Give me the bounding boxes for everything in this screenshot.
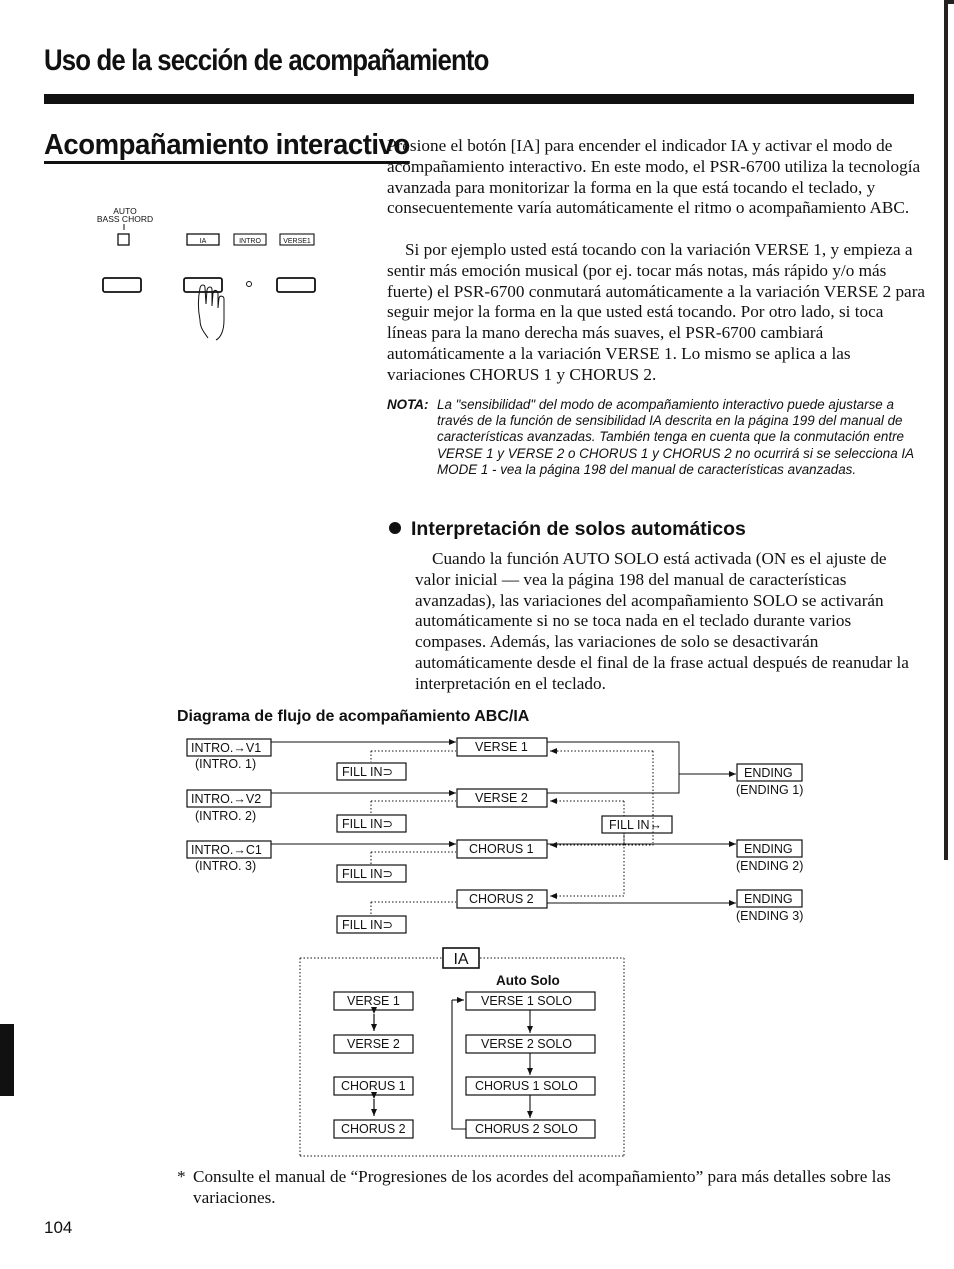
thumb-index-tab bbox=[0, 1024, 14, 1096]
note-label: NOTA: bbox=[387, 397, 429, 412]
auto-bass-chord-indicator bbox=[118, 234, 129, 245]
ia-verse2-label: VERSE 2 bbox=[347, 1037, 400, 1051]
verse1-label: VERSE 1 bbox=[475, 740, 528, 754]
subheading-text: Interpretación de solos automáticos bbox=[411, 518, 746, 540]
intro3-caption: (INTRO. 3) bbox=[195, 859, 257, 873]
page-header: Uso de la sección de acompañamiento bbox=[44, 44, 489, 77]
auto-label: AUTO bbox=[113, 206, 137, 216]
flowchart-title: Diagrama de flujo de acompañamiento ABC/IA bbox=[177, 708, 530, 725]
page-edge-mark bbox=[944, 0, 948, 860]
paragraph-intro: Presione el botón [IA] para encender el indicador IA y activar el modo de acompañamiento interactivo. En este modo, el PSR-6700 utiliza la tecnología avanzada para monitorizar la forma en la que está tocando el teclado, y consecuentemente varía automáticamente el ritmo o acompañamiento ABC. bbox=[387, 136, 921, 218]
verse2-label: VERSE 2 bbox=[475, 791, 528, 805]
pressing-finger-icon bbox=[199, 285, 225, 340]
ending1-caption: (ENDING 1) bbox=[736, 783, 804, 797]
footnote-star: * bbox=[177, 1167, 186, 1186]
footnote bbox=[177, 1166, 917, 1208]
fill-in-2-label: FILL IN⊃ bbox=[342, 817, 393, 831]
section-title: Acompañamiento interactivo bbox=[44, 130, 410, 164]
flowchart bbox=[170, 730, 830, 1162]
fill-in-ia-label: FILL IN↔ bbox=[609, 818, 663, 832]
ending-1-label: ENDING bbox=[744, 766, 793, 780]
subheading-auto-solo bbox=[389, 518, 746, 541]
chorus1-solo-label: CHORUS 1 SOLO bbox=[475, 1079, 578, 1093]
paragraph-auto-solo: Cuando la función AUTO SOLO está activada (ON es el ajuste de valor inicial — vea la página 198 del manual de características avanzadas), las variaciones del acompañamiento SOLO se activarán automáticamente si no se toca nada en el teclado durante varios compases. Además, las variaciones de solo se desactivarán automáticamente desde el final de la frase actual después de reanudar la interpretación en el teclado. bbox=[415, 549, 909, 693]
ia-indicator-label: IA bbox=[199, 238, 207, 245]
intro-indicator-label: INTRO bbox=[239, 238, 261, 245]
auto-bass-chord-button bbox=[103, 278, 141, 292]
bass-chord-label: BASS CHORD bbox=[96, 214, 154, 224]
ia-chorus2-label: CHORUS 2 bbox=[341, 1122, 406, 1136]
ending3-caption: (ENDING 3) bbox=[736, 909, 804, 923]
ending-2-label: ENDING bbox=[744, 842, 793, 856]
ia-verse1-label: VERSE 1 bbox=[347, 994, 400, 1008]
verse-button bbox=[277, 278, 315, 292]
control-panel-illustration bbox=[80, 200, 340, 370]
chorus2-solo-label: CHORUS 2 SOLO bbox=[475, 1122, 578, 1136]
header-rule bbox=[44, 94, 914, 104]
ending2-caption: (ENDING 2) bbox=[736, 859, 804, 873]
verse2-solo-label: VERSE 2 SOLO bbox=[481, 1037, 573, 1051]
auto-solo-label: Auto Solo bbox=[496, 973, 560, 988]
footnote-text: Consulte el manual de “Progresiones de los acordes del acompañamiento” para más detalles sobre las variaciones. bbox=[193, 1167, 891, 1207]
fill-in-3-label: FILL IN⊃ bbox=[342, 867, 393, 881]
chorus2-label: CHORUS 2 bbox=[469, 892, 534, 906]
separator-dot bbox=[247, 282, 252, 287]
fill-in-4-label: FILL IN⊃ bbox=[342, 918, 393, 932]
intro2-caption: (INTRO. 2) bbox=[195, 809, 257, 823]
ending-3-label: ENDING bbox=[744, 892, 793, 906]
page-number: 104 bbox=[44, 1218, 73, 1237]
note-block bbox=[387, 397, 927, 478]
verse1-solo-label: VERSE 1 SOLO bbox=[481, 994, 573, 1008]
bullet-icon bbox=[389, 522, 401, 534]
intro1-caption: (INTRO. 1) bbox=[195, 757, 257, 771]
note-text: La "sensibilidad" del modo de acompañamiento interactivo puede ajustarse a través de la función de sensibilidad IA descrita en la página 199 del manual de características avanzadas. También tenga en cuenta que la conmutación entre VERSE 1 y VERSE 2 o CHORUS 1 y CHORUS 2 no ocurrirá si se selecciona IA MODE 1 - vea la página 198 del manual de características avanzadas. bbox=[437, 397, 914, 477]
intro-v1-label: INTRO.→V1 bbox=[191, 741, 262, 755]
ia-chorus1-label: CHORUS 1 bbox=[341, 1079, 406, 1093]
ia-frame-label: IA bbox=[453, 951, 469, 968]
paragraph-example: Si por ejemplo usted está tocando con la variación VERSE 1, y empieza a sentir más emoción musical (por ej. tocar más notas, más rápido y/o más fuerte) el PSR-6700 conmutará automáticamente a la variación VERSE 2 para seguir mejor la forma en la que usted está tocando. Por otro lado, si toca líneas para la mano derecha más suaves, el PSR-6700 cambiará automáticamente a la variación VERSE 1. Lo mismo se aplica a las variaciones CHORUS 1 y CHORUS 2. bbox=[387, 240, 926, 384]
fill-in-1-label: FILL IN⊃ bbox=[342, 765, 393, 779]
intro-c1-label: INTRO.→C1 bbox=[191, 843, 262, 857]
chorus1-label: CHORUS 1 bbox=[469, 842, 534, 856]
verse-indicator-label: VERSE1 bbox=[283, 238, 311, 245]
page-edge-mark-top bbox=[944, 0, 954, 4]
intro-v2-label: INTRO.→V2 bbox=[191, 792, 262, 806]
